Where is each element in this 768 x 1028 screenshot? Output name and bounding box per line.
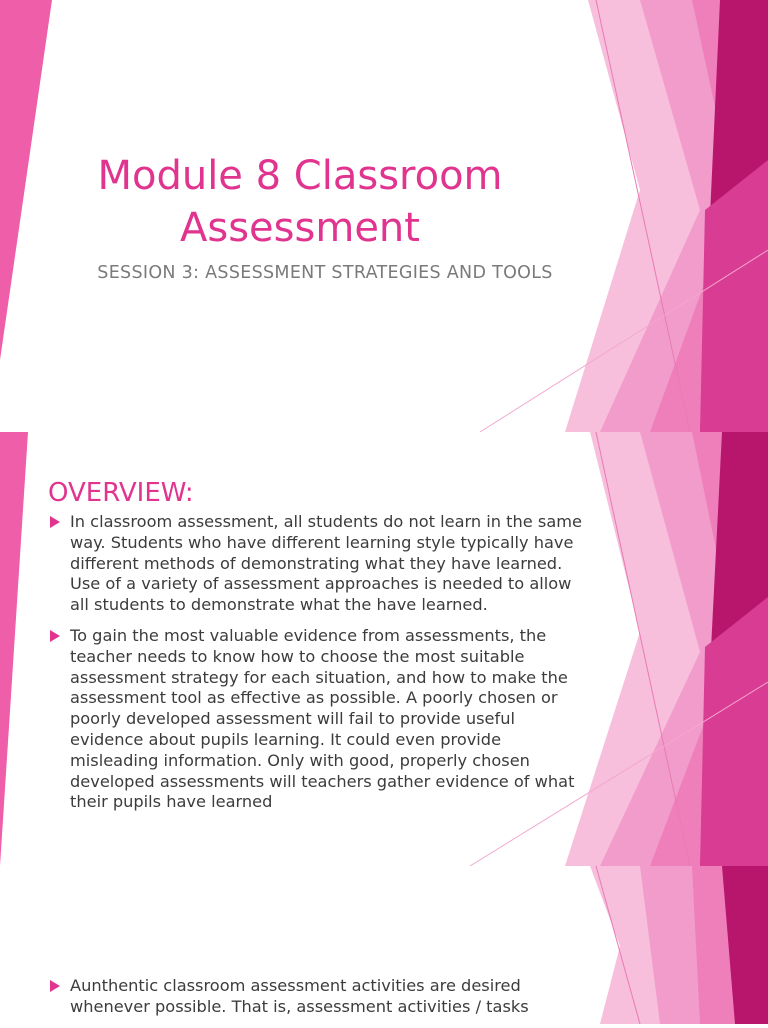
bullet-text: Aunthentic classroom assessment activities are desired whenever possible. That is, assessment activities / tasks <box>70 976 529 1016</box>
bullet-arrow-icon <box>50 630 60 642</box>
bullet-text: In classroom assessment, all students do not learn in the same way. Students who have different learning style typically have different methods of demonstrating what they have learned. Use of a variety of assessment approaches is needed to allow all students to demonstrate what the have learned. <box>70 512 582 615</box>
list-item <box>48 626 588 813</box>
list-item <box>48 512 588 616</box>
bullet-text: To gain the most valuable evidence from assessments, the teacher needs to know how to choose the most suitable assessment strategy for each situation, and how to make the assessment tool as effective as possible. A poorly chosen or poorly developed assessment will fail to provide useful evidence about pupils learning. It could even provide misleading information. Only with good, properly chosen developed assessments will teachers gather evidence of what their pupils have learned <box>70 625 575 812</box>
slide3-bullet-list <box>48 976 548 1028</box>
bullet-arrow-icon <box>50 516 60 528</box>
overview-heading: OVERVIEW: <box>48 478 194 508</box>
slide-title-text: Module 8 Classroom Assessment <box>97 153 503 251</box>
slide-title <box>0 0 768 432</box>
bullet-arrow-icon <box>50 980 60 992</box>
list-item <box>48 976 548 1018</box>
overview-bullet-list <box>48 512 588 823</box>
slide-subtitle-text: SESSION 3: ASSESSMENT STRATEGIES AND TOOLS <box>97 263 553 283</box>
